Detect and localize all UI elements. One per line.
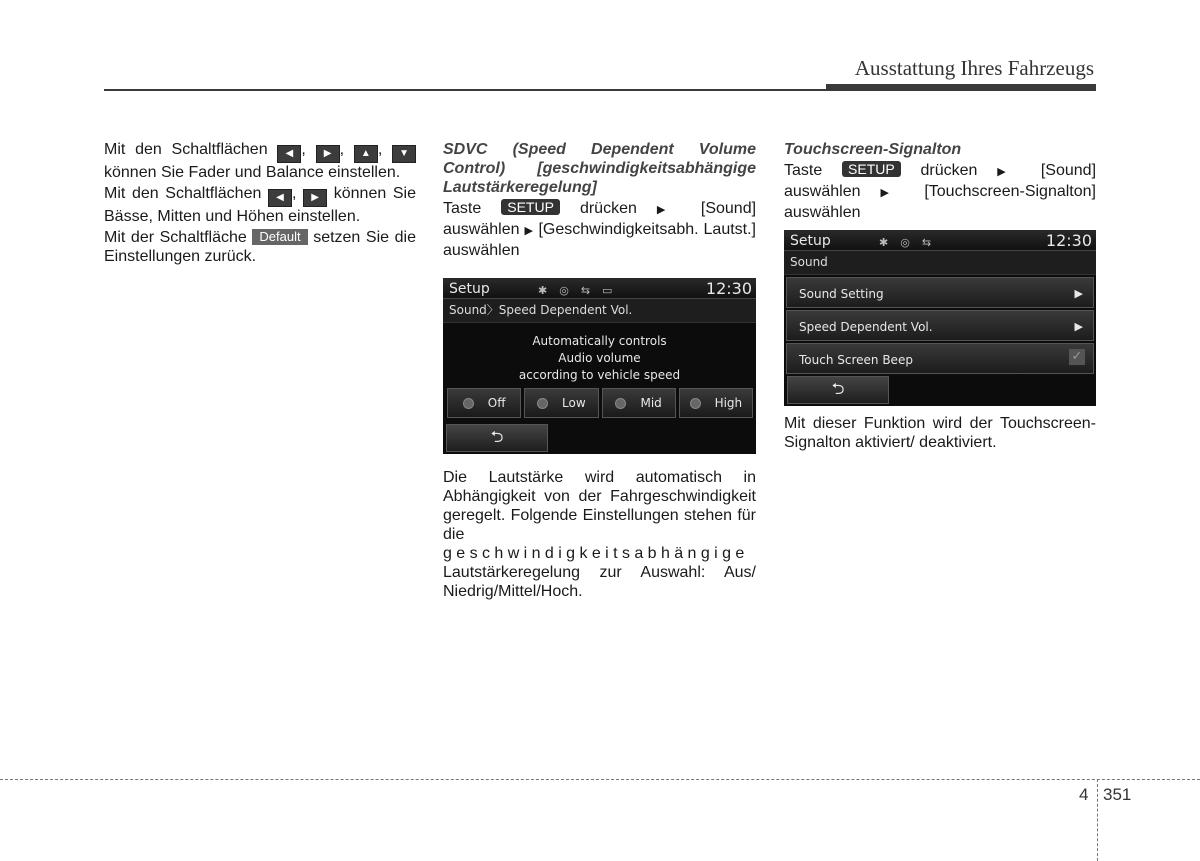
text: Lautstärkeregelung zur Auswahl: Aus/ Niedrig/Mittel/Hoch. bbox=[443, 564, 756, 600]
screen-path: Sound bbox=[784, 251, 1096, 275]
message-line: according to vehicle speed bbox=[518, 368, 681, 382]
running-header: Ausstattung Ihres Fahrzeugs bbox=[854, 56, 1094, 80]
sdvc-screen-image bbox=[443, 278, 756, 454]
option-low bbox=[524, 388, 598, 418]
screen-clock: 12:30 bbox=[705, 279, 752, 298]
screen-path: Sound〉Speed Dependent Vol. bbox=[443, 299, 756, 323]
chevron-right-icon: ▶ bbox=[1074, 320, 1083, 333]
text: [Geschwindigkeitsabh. Lautst.] auswählen bbox=[443, 221, 757, 259]
text: Mit den Schaltflächen bbox=[104, 141, 268, 158]
checkbox-icon: ✓ bbox=[1069, 349, 1085, 365]
option-off bbox=[447, 388, 521, 418]
radio-icon bbox=[615, 398, 626, 409]
column-left bbox=[104, 140, 416, 268]
screen-status-bar bbox=[443, 278, 756, 299]
paragraph-sdvc-body bbox=[443, 468, 756, 601]
option-row bbox=[447, 388, 753, 418]
option-label: Low bbox=[562, 395, 586, 410]
status-icons: ✱◎⇆▭ bbox=[538, 284, 625, 297]
radio-icon bbox=[463, 398, 474, 409]
footer-rule bbox=[0, 779, 1200, 780]
arrow-icon: ▶ bbox=[880, 187, 905, 199]
radio-icon bbox=[537, 398, 548, 409]
arrow-icon: ▶ bbox=[656, 204, 681, 216]
up-arrow-icon: ▲ bbox=[354, 145, 378, 163]
menu-item-label: Speed Dependent Vol. bbox=[799, 320, 933, 334]
back-icon: ⮌ bbox=[787, 376, 889, 404]
back-icon: ⮌ bbox=[446, 424, 548, 452]
instruction-sdvc bbox=[443, 199, 756, 260]
setup-key-label: SETUP bbox=[501, 199, 560, 215]
menu-item-sound-setting bbox=[786, 277, 1094, 308]
text: Mit der Schaltfläche bbox=[104, 229, 247, 246]
menu-item-label: Sound Setting bbox=[799, 287, 884, 301]
message-line: Audio volume bbox=[558, 351, 641, 365]
radio-icon bbox=[690, 398, 701, 409]
message-line: Automatically controls bbox=[532, 334, 667, 348]
paragraph-fader-balance: Mit den Schaltflächen ◀ , ▶ , ▲ , ▼ können Sie Fader und Balance einstellen. bbox=[104, 140, 416, 182]
screen-title: Setup bbox=[790, 233, 831, 249]
chapter-number: 4 bbox=[1079, 785, 1089, 804]
screen-status-bar bbox=[784, 230, 1096, 251]
text: Die Lautstärke wird automatisch in Abhängigkeit von der Fahrgeschwindigkeit geregelt. Folgende Einstellungen stehen für die bbox=[443, 469, 756, 543]
text: Taste bbox=[784, 162, 823, 179]
text: können Sie Fader und Balance einstellen. bbox=[104, 164, 401, 181]
chevron-right-icon: ▶ bbox=[1074, 287, 1083, 300]
text: drücken bbox=[920, 162, 978, 179]
arrow-icon: ▶ bbox=[997, 166, 1022, 178]
text: [Touchscreen-Signalton] auswählen bbox=[784, 183, 1096, 221]
footer-divider bbox=[1097, 779, 1098, 861]
default-button-label: Default bbox=[252, 229, 307, 245]
column-middle bbox=[443, 140, 756, 603]
arrow-icon: ▶ bbox=[524, 225, 534, 237]
menu-item-touch-screen-beep bbox=[786, 343, 1094, 374]
text: Mit den Schaltflächen bbox=[104, 185, 262, 202]
text: drücken bbox=[579, 200, 637, 217]
right-arrow-icon: ▶ bbox=[303, 189, 327, 207]
text: setzen Sie die Einstellungen zurück. bbox=[104, 229, 416, 265]
text: geschwindigkeitsabhängige bbox=[443, 545, 749, 562]
screen-title: Setup bbox=[449, 281, 490, 297]
left-arrow-icon: ◀ bbox=[277, 145, 301, 163]
option-mid bbox=[602, 388, 676, 418]
page-number: 351 bbox=[1103, 785, 1132, 804]
screen-clock: 12:30 bbox=[1045, 231, 1092, 250]
instruction-beep bbox=[784, 161, 1096, 222]
option-label: High bbox=[714, 395, 743, 410]
paragraph-beep-body: Mit dieser Funktion wird der Touchscreen-Signalton aktiviert/ deaktiviert. bbox=[784, 415, 1096, 451]
header-rule bbox=[104, 89, 1096, 91]
status-icons: ✱◎⇆ bbox=[879, 236, 944, 249]
right-arrow-icon: ▶ bbox=[316, 145, 340, 163]
option-label: Off bbox=[487, 395, 506, 410]
option-high bbox=[679, 388, 753, 418]
section-heading-beep: Touchscreen-Signalton bbox=[784, 141, 962, 158]
text: Taste bbox=[443, 200, 482, 217]
setup-key-label: SETUP bbox=[842, 161, 901, 177]
screen-message bbox=[443, 333, 756, 384]
menu-item-label: Touch Screen Beep bbox=[799, 353, 913, 367]
text: können Sie Bässe, Mitten und Höhen einstellen. bbox=[104, 185, 417, 225]
column-right bbox=[784, 140, 1096, 454]
paragraph-default bbox=[104, 228, 416, 266]
option-label: Mid bbox=[640, 395, 662, 410]
down-arrow-icon: ▼ bbox=[392, 145, 416, 163]
sound-screen-image bbox=[784, 230, 1096, 406]
left-arrow-icon: ◀ bbox=[268, 189, 292, 207]
paragraph-bass-mid-treble: Mit den Schaltflächen ◀ , ▶ können Sie Bässe, Mitten und Höhen einstellen. bbox=[104, 185, 417, 225]
menu-item-speed-dependent-vol bbox=[786, 310, 1094, 341]
text: [Sound] auswählen bbox=[443, 200, 757, 238]
text: [Sound] auswählen bbox=[784, 162, 1097, 200]
section-heading-sdvc: SDVC (Speed Dependent Volume Control) [geschwindigkeitsabhängige Lautstärkeregelung] bbox=[443, 141, 756, 196]
